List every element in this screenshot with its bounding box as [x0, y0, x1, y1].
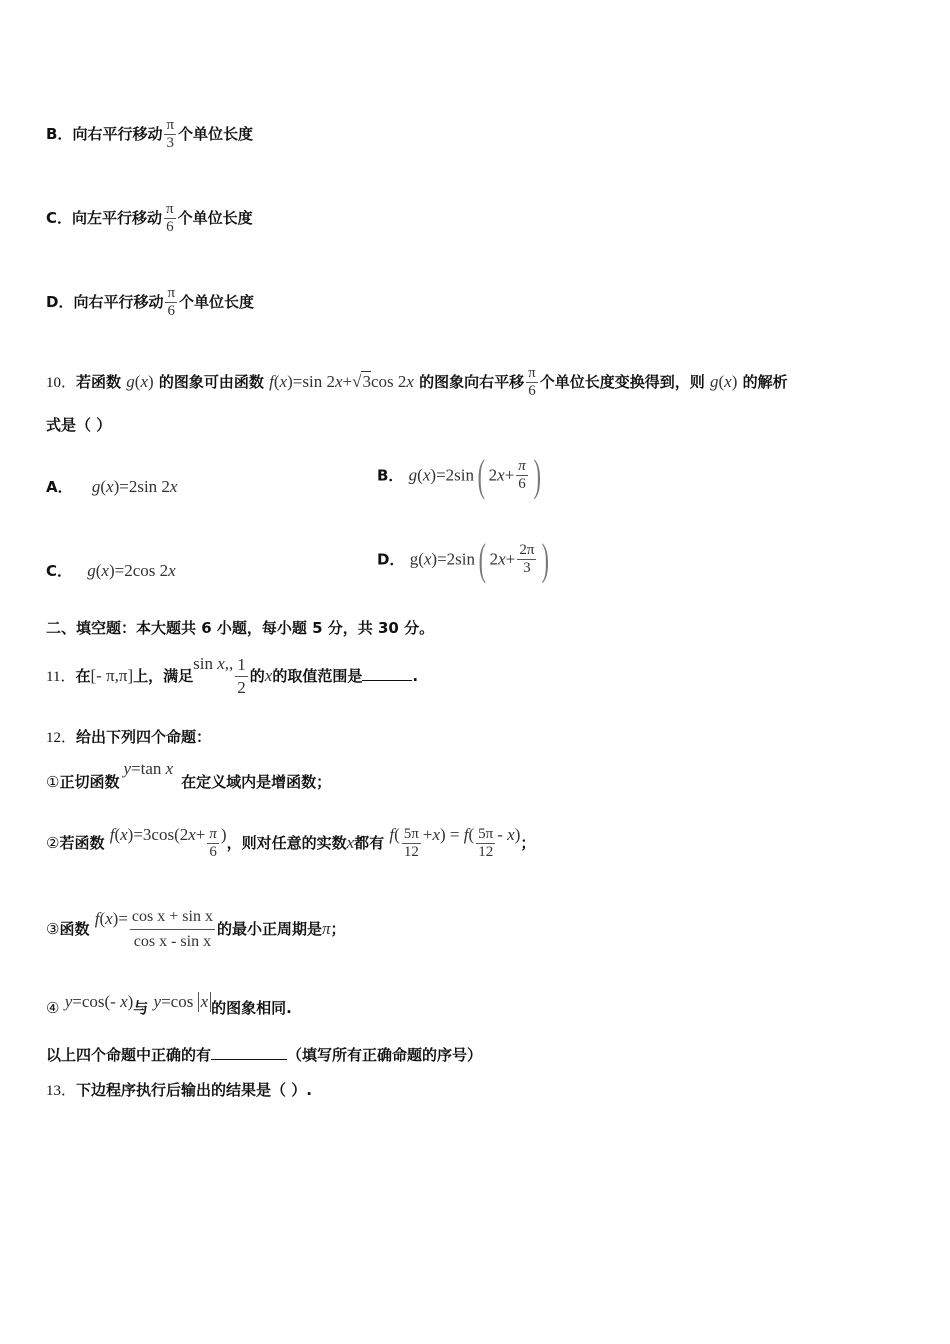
- stem-text: 都有: [354, 834, 385, 852]
- stem-text: 正切函数: [59, 773, 120, 791]
- f-middle: +x) = f(: [422, 825, 475, 844]
- f-expression: f(x)=3cos(2x+: [109, 825, 206, 844]
- variable: x: [346, 833, 355, 852]
- option-formula: g(x)=2sin: [409, 549, 476, 569]
- fraction: $\frac{\pi}{6}$: [518, 458, 526, 492]
- stem-text: ，则对任意的实数: [226, 834, 347, 852]
- option-formula: g(x)=2cos 2x: [87, 561, 176, 580]
- inner-expression: 2x+: [488, 465, 515, 485]
- q12-proposition-4: [46, 992, 292, 1019]
- fraction: $\frac{\text{cos x + sin x}}{\text{cos x - sin x}}$: [130, 905, 215, 954]
- option-label: D．: [377, 550, 405, 569]
- answer-blank[interactable]: [362, 680, 412, 681]
- option-label: B．: [46, 125, 73, 143]
- stem-text: 与: [133, 999, 149, 1017]
- sin-inequality: sin x,,: [193, 654, 234, 673]
- q13-stem: [46, 1080, 312, 1101]
- q11-stem: [46, 650, 418, 703]
- option-tail: 个单位长度: [177, 209, 253, 227]
- f-right: - x): [497, 825, 521, 844]
- numerator: π: [166, 201, 174, 217]
- stem-text: 的取值范围是: [272, 667, 363, 685]
- denominator: 3: [166, 135, 174, 151]
- q10-stem-line2: 式是（ ）: [46, 416, 112, 434]
- option-tail: 个单位长度: [179, 293, 255, 311]
- f-expression: f(x)=: [94, 909, 128, 928]
- q10-option-b: [377, 452, 544, 499]
- stem-text: 的最小正周期是: [216, 920, 322, 938]
- stem-text: 在: [75, 667, 91, 685]
- cos-neg-x: y=cos(- x): [64, 992, 134, 1011]
- q12-proposition-3: [46, 903, 346, 956]
- right-paren: ): [533, 450, 541, 500]
- stem-text: ；: [520, 834, 536, 852]
- option-text: 向左平行移动: [72, 209, 163, 227]
- stem-text: 个单位长度变换得到，则: [539, 373, 705, 391]
- q12-proposition-2: [46, 820, 535, 867]
- q9-option-c: [46, 201, 253, 236]
- option-label: C．: [46, 209, 73, 227]
- paren: ): [220, 825, 227, 844]
- stem-text: 给出下列四个命题：: [76, 728, 212, 746]
- stem-text: 的解析: [742, 373, 788, 391]
- answer-blank[interactable]: [211, 1059, 287, 1060]
- stem-text: .: [412, 667, 419, 685]
- q12-stem: [46, 727, 211, 748]
- tan-function: y=tan x: [123, 759, 174, 778]
- option-label: D．: [46, 293, 74, 311]
- stem-text: 若函数: [59, 834, 105, 852]
- option-formula: g(x)=2sin: [408, 465, 474, 485]
- stem-text: 若函数: [76, 373, 122, 391]
- fraction: $\frac{5\pi}{12}$: [478, 826, 494, 860]
- pi-symbol: π: [321, 919, 331, 938]
- denominator: 6: [167, 303, 175, 319]
- fraction: [164, 201, 176, 236]
- g-of-x: g(x): [709, 372, 738, 391]
- fraction: $\frac{1}{2}$: [237, 655, 246, 697]
- stem-text: 的图象向右平移: [419, 373, 525, 391]
- circled-number: ①: [46, 775, 60, 791]
- option-tail: 个单位长度: [178, 125, 254, 143]
- q10-stem: [46, 365, 788, 400]
- option-text: 向右平行移动: [72, 125, 163, 143]
- denominator: 6: [166, 219, 174, 235]
- stem-text: 下边程序执行后输出的结果是（ ）.: [76, 1081, 312, 1099]
- left-paren: (: [478, 534, 487, 584]
- fraction: $\frac{5\pi}{12}$: [403, 826, 419, 860]
- cos-abs-x: y=cos x: [154, 992, 212, 1011]
- stem-text: 以上四个命题中正确的有: [46, 1046, 212, 1064]
- fraction: $\frac{2\pi}{3}$: [519, 542, 535, 576]
- circled-number: ②: [46, 836, 60, 852]
- stem-text: 的: [249, 667, 265, 685]
- numerator: π: [166, 117, 175, 133]
- q12-proposition-1: [46, 759, 332, 793]
- left-paren: (: [477, 450, 485, 500]
- q9-option-d: [46, 285, 254, 320]
- question-number: 12．: [46, 730, 77, 746]
- option-label: A．: [46, 478, 73, 496]
- option-label: B．: [377, 466, 404, 485]
- option-formula: g(x)=2sin 2x: [91, 477, 178, 496]
- fraction: [164, 117, 176, 152]
- numerator: π: [167, 285, 176, 301]
- question-number: 11．: [46, 669, 76, 685]
- right-paren: ): [542, 534, 550, 584]
- shift-fraction: $\frac{\pi}{6}$: [528, 365, 536, 399]
- f-expression: f(x)=sin 2x+√3cos 2x: [269, 372, 414, 391]
- option-text: 向右平行移动: [73, 293, 164, 311]
- g-of-x: g(x): [126, 372, 154, 391]
- stem-text: 的图象可由函数: [158, 373, 264, 391]
- f-left: f(: [389, 825, 400, 844]
- fraction: $\frac{\pi}{6}$: [209, 826, 217, 860]
- inner-expression: 2x+: [489, 549, 516, 569]
- option-label: C．: [46, 562, 73, 580]
- stem-text: 上，满足: [133, 667, 194, 685]
- q10-option-c: [46, 561, 176, 581]
- q10-option-a: [46, 477, 177, 497]
- question-number: 13．: [46, 1083, 77, 1099]
- q10-option-d: [377, 536, 553, 583]
- stem-text: 在定义域内是增函数；: [181, 773, 332, 791]
- q9-option-b: [46, 117, 253, 152]
- interval: [- π,π]: [90, 666, 134, 685]
- stem-text: ；: [330, 920, 346, 938]
- q12-footer: [46, 1045, 482, 1065]
- section-heading: 二、填空题：本大题共 6 小题，每小题 5 分，共 30 分。: [46, 619, 435, 637]
- stem-text: （填写所有正确命题的序号）: [287, 1046, 483, 1064]
- variable: x: [264, 666, 273, 685]
- circled-number: ③: [46, 922, 60, 938]
- question-number: 10．: [46, 375, 77, 391]
- circled-number: ④: [46, 1001, 60, 1017]
- stem-text: 的图象相同.: [211, 999, 292, 1017]
- fraction: [165, 285, 177, 320]
- stem-text: 函数: [59, 920, 90, 938]
